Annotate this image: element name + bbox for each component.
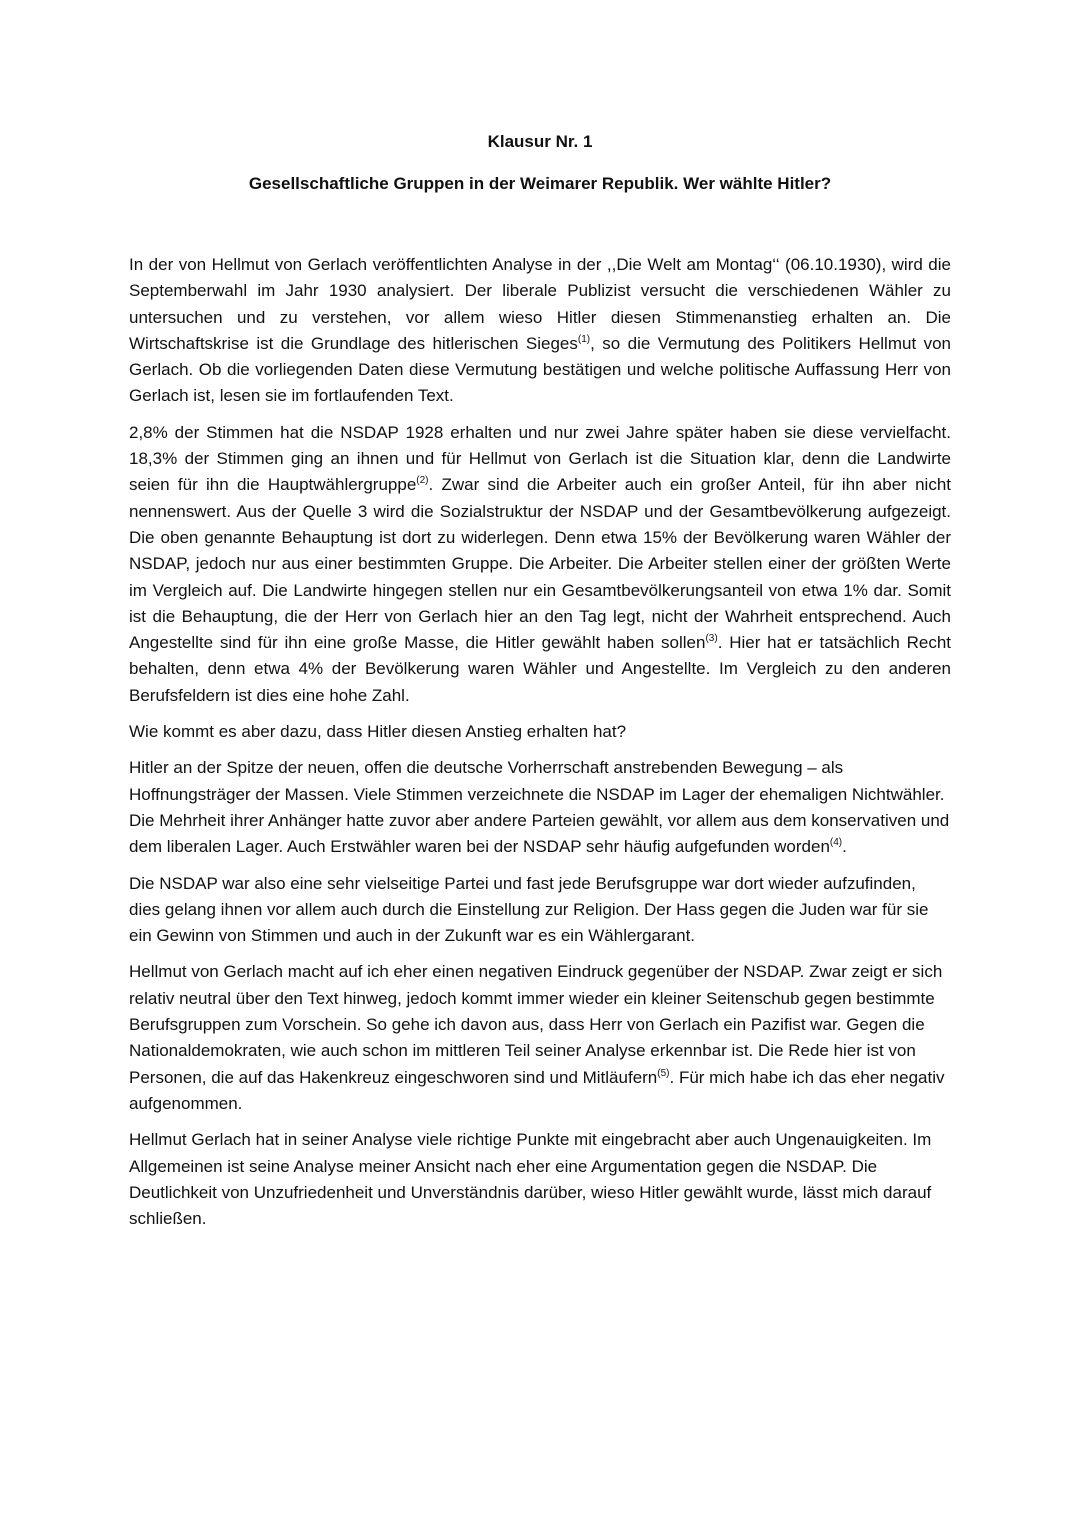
- paragraph-text: .: [842, 837, 847, 857]
- paragraph-party: [129, 871, 951, 950]
- paragraph-intro: [129, 252, 951, 410]
- paragraph-text: Wie kommt es aber dazu, dass Hitler diesen Anstieg erhalten hat?: [129, 722, 627, 742]
- paragraph-text: Hellmut Gerlach hat in seiner Analyse viele richtige Punkte mit eingebracht aber auch Ungenauigkeiten. Im Allgemeinen ist seine Analyse meiner Ansicht nach eher eine Argumentation gegen die NSDAP. Die Deutlichkeit von Unzufriedenheit und Unverständnis darüber, wieso Hitler gewählt wurde, lässt mich darauf schließen.: [129, 1130, 932, 1229]
- footnote-ref-4: (4): [829, 837, 843, 849]
- paragraph-text: . Hier hat er tatsächlich Recht behalten, denn etwa 4% der Bevölkerung waren Wähler und Angestellte. Im Vergleich zu den anderen Berufsfeldern ist dies eine hohe Zahl.: [129, 633, 952, 705]
- document-title: Klausur Nr. 1: [487, 132, 593, 151]
- paragraph-impression: [129, 959, 951, 1117]
- paragraph-analysis: [129, 420, 951, 709]
- paragraph-question: [129, 719, 951, 745]
- paragraph-text: 2,8% der Stimmen hat die NSDAP 1928 erhalten und nur zwei Jahre später haben sie diese vervielfacht. 18,3% der Stimmen ging an ihnen und für Hellmut von Gerlach ist die Situation klar, denn die Landwirte seien für ihn die Hauptwählergruppe: [129, 422, 951, 495]
- paragraph-text: , so die Vermutung des Politikers Hellmut von Gerlach. Ob die vorliegenden Daten diese Vermutung bestätigen und welche politische Auffassung Herr von Gerlach ist, lesen sie im fortlaufenden Text.: [129, 333, 951, 406]
- paragraph-text: Hellmut von Gerlach macht auf ich eher einen negativen Eindruck gegenüber der NSDAP. Zwar zeigt er sich relativ neutral über den Text hinweg, jedoch kommt immer wieder ein kleiner Seitenschub gegen bestimmte Berufsgruppen zum Vorschein. So gehe ich davon aus, dass Herr von Gerlach ein Pazifist war. Gegen die Nationaldemokraten, wie auch schon im mittleren Teil seiner Analyse erkennbar ist. Die Rede hier ist von Personen, die auf das Hakenkreuz eingeschworen sind und Mitläufern: [129, 962, 943, 1087]
- essay-body: [129, 252, 951, 1242]
- paragraph-hope: [129, 755, 951, 860]
- paragraph-text: In der von Hellmut von Gerlach veröffentlichten Analyse in der ,,Die Welt am Montag‘‘ (06.10.1930), wird die Septemberwahl im Jahr 1930 analysiert. Der liberale Publizist versucht die verschiedenen Wähler zu untersuchen und zu verstehen, vor allem wieso Hitler diesen Stimmenanstieg erhalten an. Die Wirtschaftskrise ist die Grundlage des hitlerischen Sieges: [129, 255, 951, 353]
- paragraph-conclusion: [129, 1127, 951, 1232]
- footnote-ref-2: (2): [416, 475, 429, 487]
- paragraph-text: Hitler an der Spitze der neuen, offen die deutsche Vorherrschaft anstrebenden Bewegung – als Hoffnungsträger der Massen. Viele Stimmen verzeichnete die NSDAP im Lager der ehemaligen Nichtwähler. Die Mehrheit ihrer Anhänger hatte zuvor aber andere Parteien gewählt, vor allem aus dem konservativen und dem liberalen Lager. Auch Erstwähler waren bei der NSDAP sehr häufig aufgefunden worden: [129, 758, 950, 857]
- footnote-ref-5: (5): [657, 1067, 670, 1079]
- paragraph-text: Die NSDAP war also eine sehr vielseitige Partei und fast jede Berufsgruppe war dort wieder aufzufinden, dies gelang ihnen vor allem auch durch die Einstellung zur Religion. Der Hass gegen die Juden war für sie ein Gewinn von Stimmen und auch in der Zukunft war es ein Wählergarant.: [129, 873, 929, 946]
- paragraph-text: . Zwar sind die Arbeiter auch ein großer Anteil, für ihn aber nicht nennenswert. Aus der Quelle 3 wird die Sozialstruktur der NSDAP und der Gesamtbevölkerung aufgezeigt. Die oben genannte Behauptung ist dort zu widerlegen. Denn etwa 15% der Bevölkerung waren Wähler der NSDAP, jedoch nur aus einer bestimmten Gruppe. Die Arbeiter. Die Arbeiter stellen einer der größten Werte im Vergleich auf. Die Landwirte hingegen stellen nur ein Gesamtbevölkerungsanteil von etwa 1% dar. Somit ist die Behauptung, die der Herr von Gerlach hier an den Tag legt, nicht der Wahrheit entsprechend. Auch Angestellte sind für ihn eine große Masse, die Hitler gewählt haben sollen: [129, 475, 951, 653]
- document-subtitle: Gesellschaftliche Gruppen in der Weimarer Republik. Wer wählte Hitler?: [248, 174, 832, 193]
- paragraph-text: . Für mich habe ich das eher negativ aufgenommen.: [129, 1067, 945, 1113]
- footnote-ref-1: (1): [577, 333, 591, 345]
- footnote-ref-3: (3): [705, 633, 718, 645]
